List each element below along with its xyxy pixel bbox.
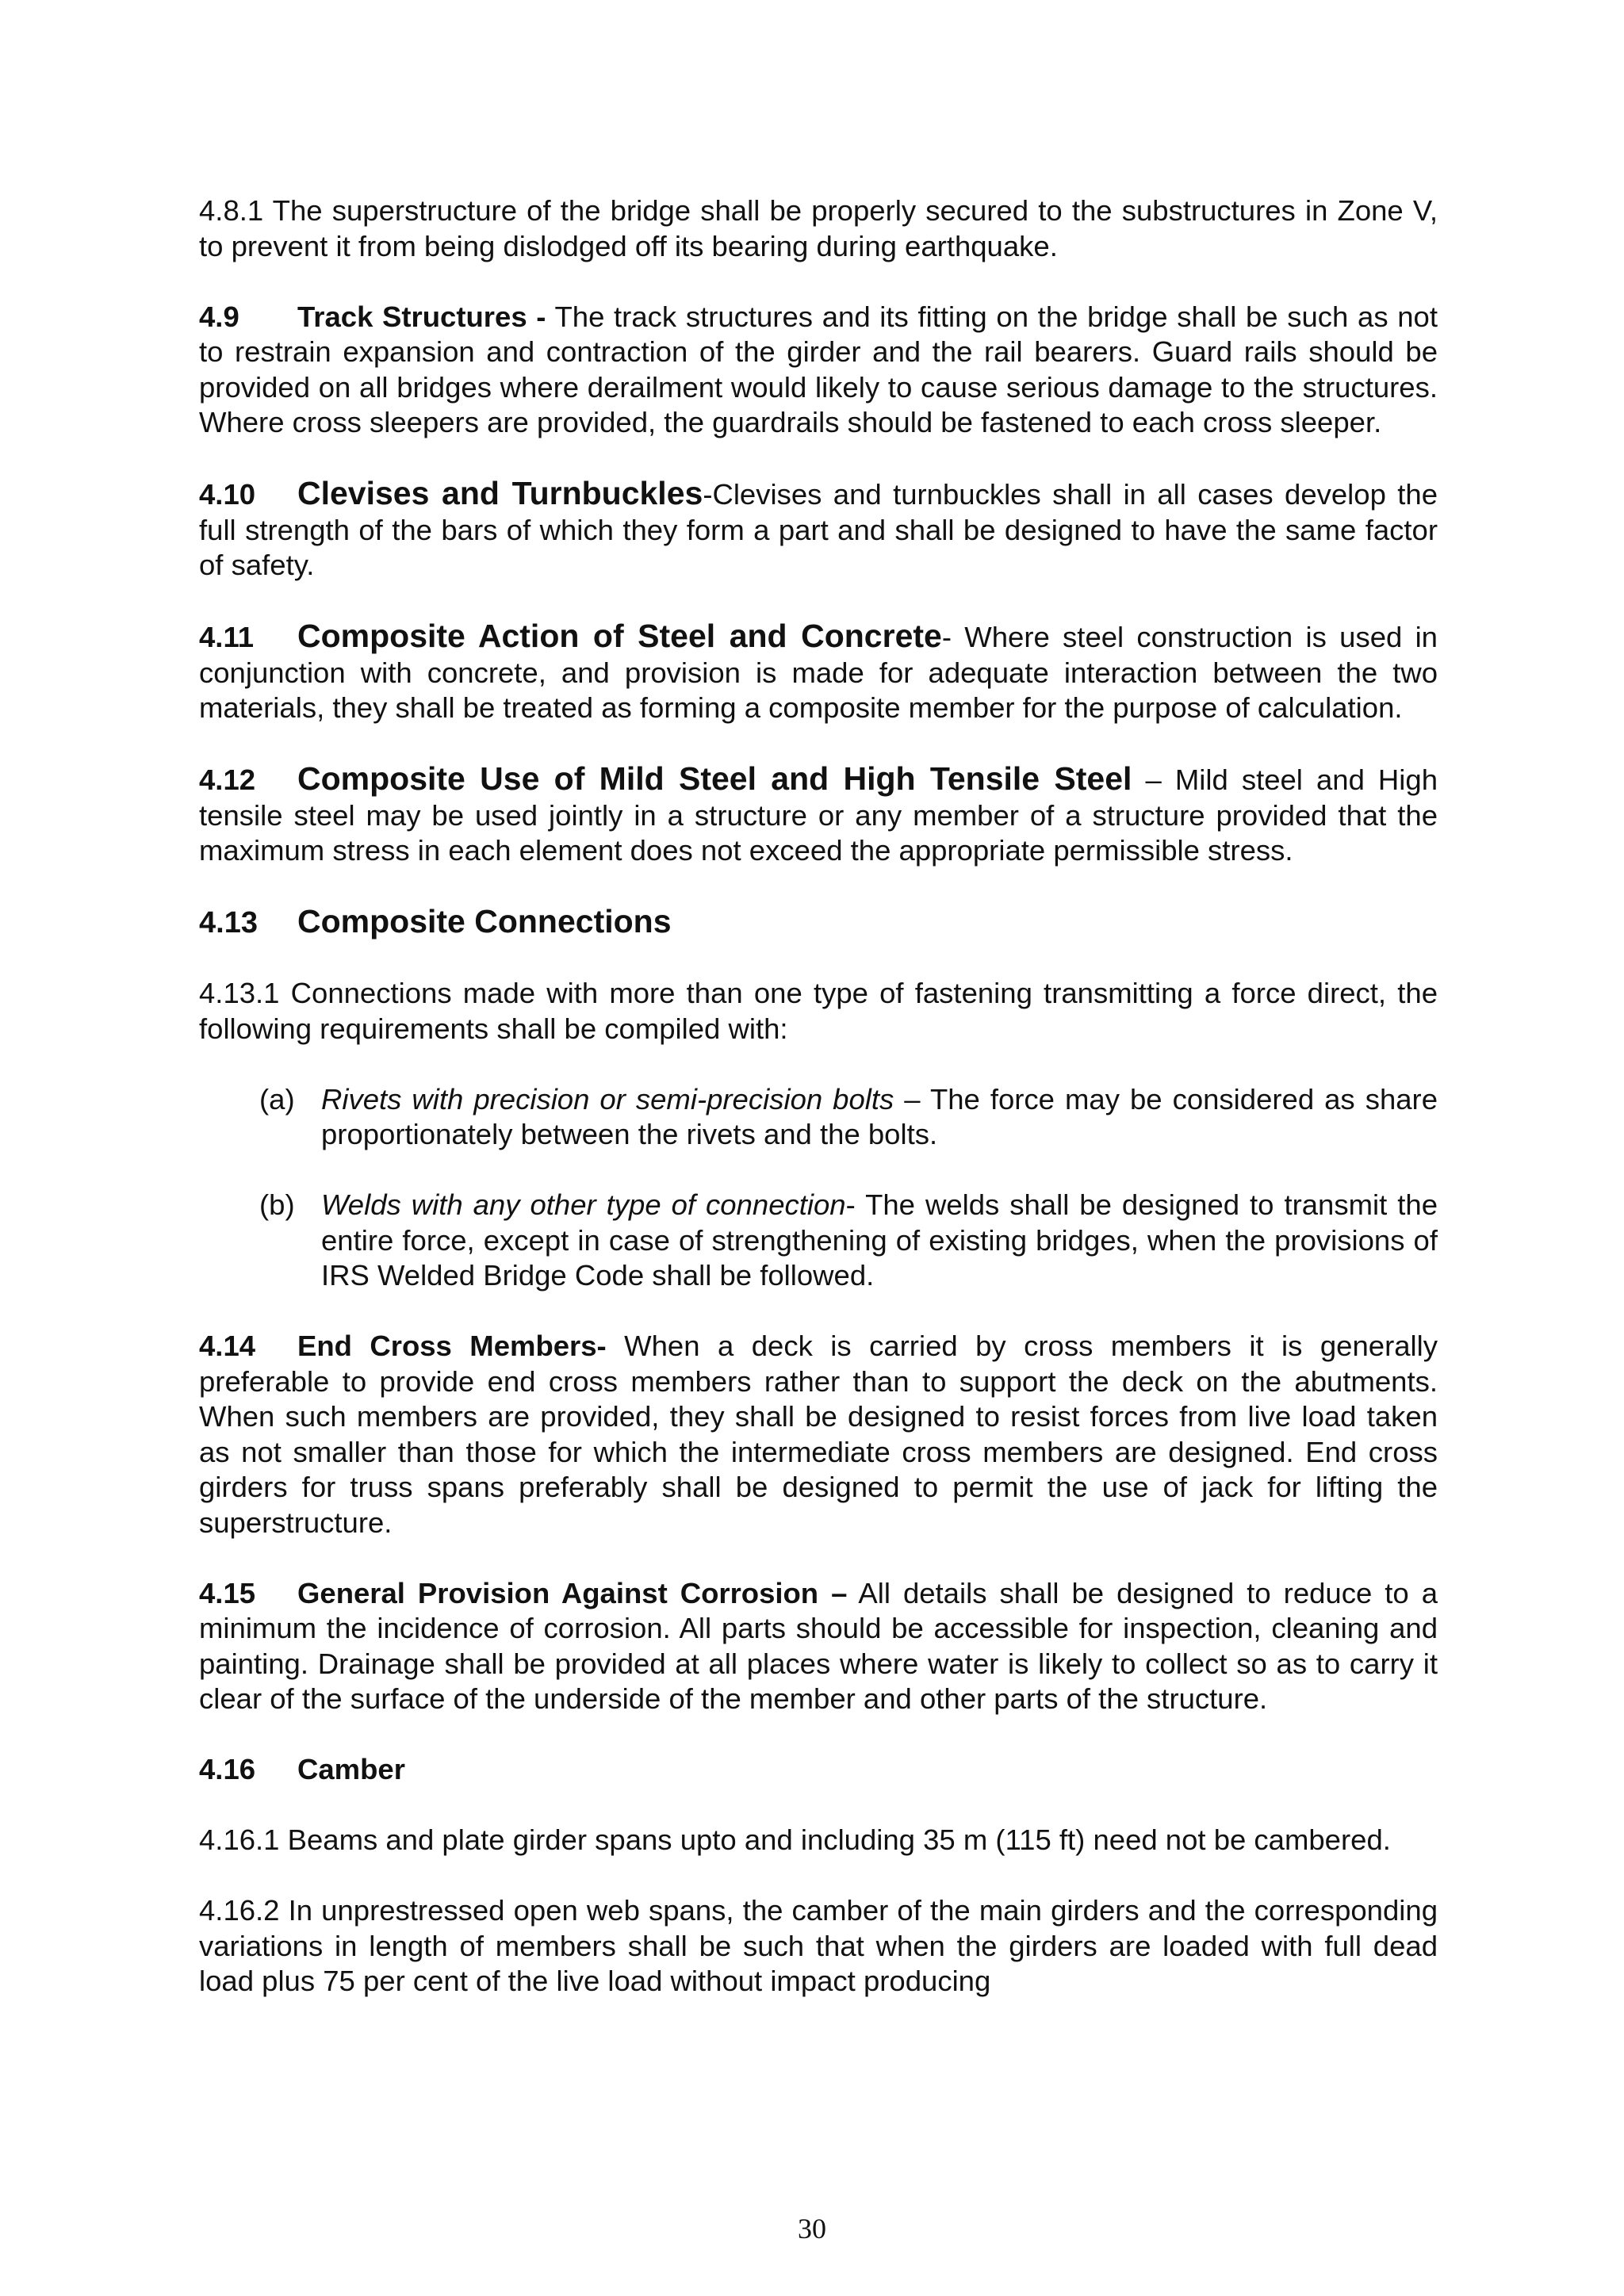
- clause-number: 4.9: [199, 300, 239, 333]
- clause-title: Track Structures -: [297, 300, 546, 333]
- clause-title: General Provision Against Corrosion –: [297, 1576, 848, 1609]
- clause-number: 4.10: [199, 478, 256, 511]
- section-number: 4.13: [199, 906, 258, 939]
- clause-number: 4.11: [199, 621, 255, 653]
- clause-text: When a deck is carried by cross members it is generally preferable to provide end cross members rather than to support the deck on the abutments. When such members are provided, they shall be designed to resist forces from live load taken as not smaller than those for which the intermediate cross members are designed. End cross girders for truss spans preferably shall be designed to permit the use of jack for lifting the superstructure.: [199, 1330, 1438, 1539]
- clause-4-16-1: 4.16.1 Beams and plate girder spans upto and including 35 m (115 ft) need not be cambered.: [199, 1823, 1391, 1856]
- document-page: [199, 193, 1438, 1999]
- clause-number: 4.15: [199, 1576, 256, 1609]
- clause-text: -Clevises and turnbuckles shall in all cases develop the full strength of the bars of which they form a part and shall be designed to have the same factor of safety.: [199, 478, 1438, 581]
- section-heading-4-16: [199, 1752, 1438, 1788]
- section-number: 4.16: [199, 1753, 256, 1785]
- section-title: Camber: [297, 1753, 405, 1785]
- section-heading-4-13: [199, 904, 1438, 941]
- clause-4-16-2: 4.16.2 In unprestressed open web spans, the camber of the main girders and the corresponding variations in length of members shall be such that when the girders are loaded with full dead load plus 75 per cent of the live load without impact producing: [199, 1894, 1438, 1997]
- clause-text: - Where steel construction is used in conjunction with concrete, and provision is made for adequate interaction between the two materials, they shall be treated as forming a composite member for the purpose of calculation.: [199, 621, 1438, 724]
- list-item-b: [199, 1188, 1438, 1294]
- clause-number: 4.14: [199, 1330, 256, 1362]
- clause-4-15: [199, 1576, 1438, 1717]
- clause-4-10: [199, 476, 1438, 584]
- clause-4-14: [199, 1329, 1438, 1540]
- list-body: [321, 1188, 1438, 1294]
- list-label: (b): [259, 1188, 295, 1221]
- clause-4-8-1: 4.8.1 The superstructure of the bridge shall be properly secured to the substructures in Zone V, to prevent it from being dislodged off its bearing during earthquake.: [199, 194, 1438, 262]
- clause-4-11: [199, 618, 1438, 726]
- clause-text: – Mild steel and High tensile steel may be used jointly in a structure or any member of a structure provided that the maximum stress in each element does not exceed the appropriate permissible stress.: [199, 763, 1438, 867]
- list-italic-term: Welds with any other type of connection: [321, 1188, 846, 1221]
- clause-4-13-1: 4.13.1 Connections made with more than one type of fastening transmitting a force direct, the following requirements shall be compiled with:: [199, 977, 1438, 1045]
- clause-title: Composite Action of Steel and Concrete: [297, 618, 942, 654]
- list-text: - The welds shall be designed to transmit the entire force, except in case of strengthening of existing bridges, when the provisions of IRS Welded Bridge Code shall be followed.: [321, 1188, 1438, 1292]
- section-title: Composite Connections: [297, 903, 672, 939]
- page-number: 30: [798, 2213, 826, 2244]
- clause-title: Composite Use of Mild Steel and High Tensile Steel: [297, 760, 1132, 797]
- clause-title: End Cross Members-: [297, 1330, 607, 1362]
- clause-4-12: [199, 761, 1438, 869]
- clause-4-9: [199, 300, 1438, 441]
- list-text: – The force may be considered as share proportionately between the rivets and the bolts.: [321, 1082, 1438, 1150]
- clause-number: 4.12: [199, 763, 256, 796]
- list-body: [321, 1082, 1438, 1153]
- clause-text: All details shall be designed to reduce to a minimum the incidence of corrosion. All parts should be accessible for inspection, cleaning and painting. Drainage shall be provided at all places where water is likely to collect so as to carry it clear of the surface of the underside of the member and other parts of the structure.: [199, 1576, 1438, 1715]
- list-label: (a): [259, 1082, 295, 1115]
- list-italic-term: Rivets with precision or semi-precision bolts: [321, 1082, 894, 1115]
- clause-title: Clevises and Turnbuckles: [297, 475, 703, 511]
- list-item-a: [199, 1082, 1438, 1153]
- clause-text: The track structures and its fitting on the bridge shall be such as not to restrain expansion and contraction of the girder and the rail bearers. Guard rails should be provided on all bridges where derailment would likely to cause serious damage to the structures. Where cross sleepers are provided, the guardrails should be fastened to each cross sleeper.: [199, 300, 1438, 438]
